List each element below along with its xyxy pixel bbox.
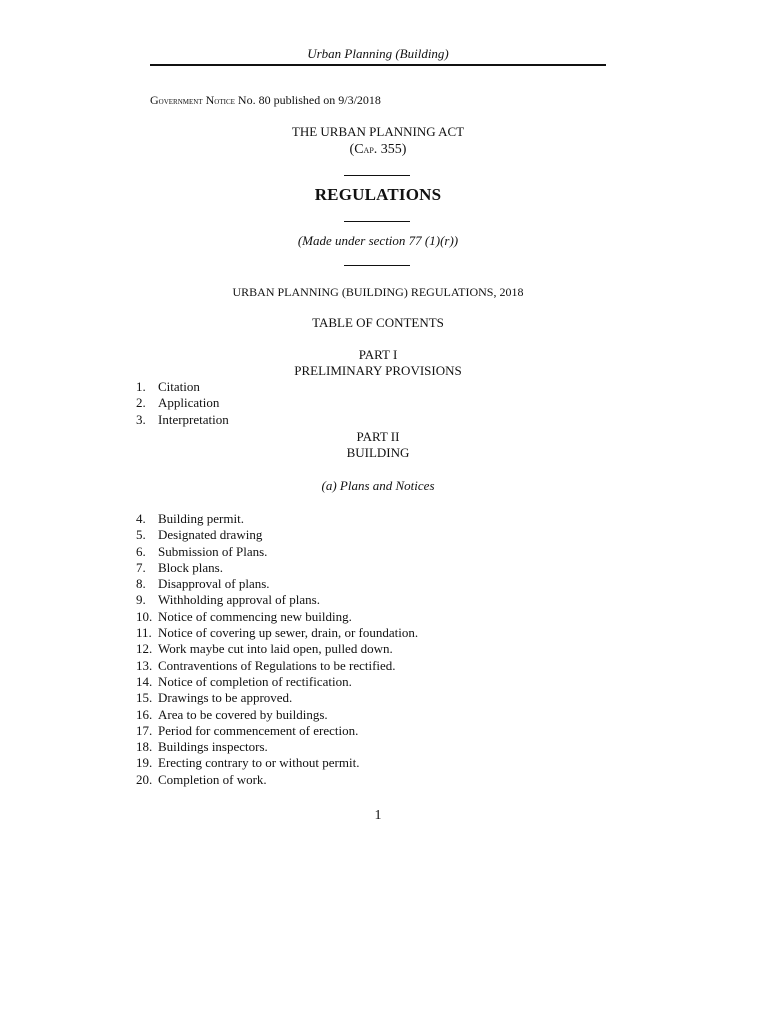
notice-number: No. 80 published on 9/3/2018 — [237, 93, 381, 107]
separator-rule — [344, 265, 410, 266]
toc-item: 11. Notice of covering up sewer, drain, or foundation. — [136, 625, 419, 641]
toc-item: 20. Completion of work. — [136, 771, 267, 787]
toc-item: 15. Drawings to be approved. — [136, 690, 293, 706]
separator-rule — [344, 175, 410, 176]
toc-item: 8. Disapproval of plans. — [136, 576, 270, 592]
header-rule — [150, 64, 606, 66]
toc-item: 3. Interpretation — [136, 411, 229, 427]
toc-item: 4. Building permit. — [136, 511, 244, 526]
toc-item: 2. Application — [136, 395, 220, 411]
separator-rule — [344, 221, 410, 222]
page-number: 1 — [374, 808, 382, 823]
running-header: Urban Planning (Building) — [307, 46, 449, 61]
part-2-subheading: (a) Plans and Notices — [321, 478, 435, 493]
part-1-contents — [136, 379, 229, 428]
toc-item: 7. Block plans. — [136, 559, 223, 575]
toc-item: 17. Period for commencement of erection. — [136, 722, 359, 738]
toc-item: 6. Submission of Plans. — [136, 543, 268, 559]
toc-item: 1. Citation — [136, 379, 200, 394]
toc-item: 5. Designated drawing — [136, 527, 263, 543]
part-1-title: PRELIMINARY PROVISIONS — [294, 363, 462, 378]
act-chapter: (Cap. 355) — [349, 142, 407, 157]
made-under-note: (Made under section 77 (1)(r)) — [297, 233, 459, 248]
regulations-title: URBAN PLANNING (BUILDING) REGULATIONS, 2018 — [232, 285, 524, 299]
toc-item: 13. Contraventions of Regulations to be rectified. — [136, 657, 396, 673]
toc-item: 10. Notice of commencing new building. — [136, 608, 352, 624]
toc-heading: TABLE OF CONTENTS — [312, 315, 444, 330]
part-2-title: BUILDING — [346, 445, 410, 460]
toc-item: 18. Buildings inspectors. — [136, 739, 268, 755]
act-title: THE URBAN PLANNING ACT — [291, 124, 465, 139]
toc-item: 12. Work maybe cut into laid open, pulled down. — [136, 641, 393, 657]
part-1-label: PART I — [358, 347, 398, 362]
government-notice-line — [150, 93, 381, 108]
notice-label: Government Notice — [150, 93, 235, 107]
toc-item: 16. Area to be covered by buildings. — [136, 706, 328, 722]
part-2-label: PART II — [356, 429, 400, 444]
part-2-contents — [136, 511, 418, 788]
toc-item: 14. Notice of completion of rectification. — [136, 673, 352, 689]
regulations-heading: REGULATIONS — [314, 185, 442, 204]
toc-item: 9. Withholding approval of plans. — [136, 592, 320, 608]
toc-item: 19. Erecting contrary to or without permit. — [136, 755, 360, 771]
